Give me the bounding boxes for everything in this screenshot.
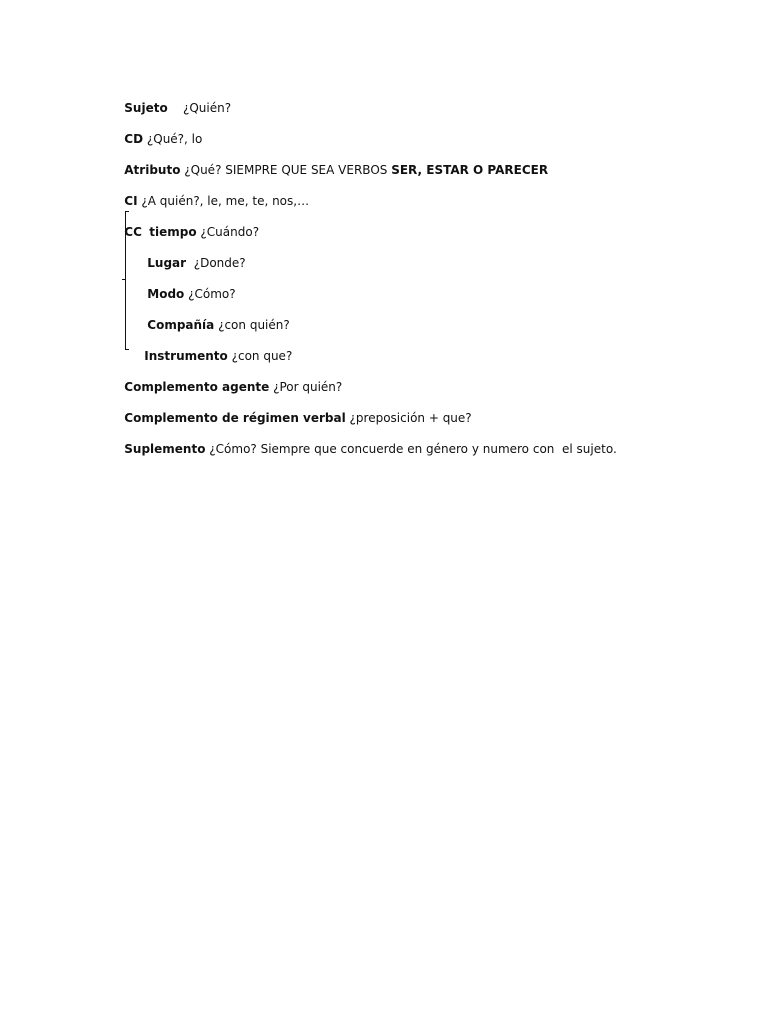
label-cc: CC: [124, 225, 142, 239]
cc-item-question: ¿Cómo?: [188, 287, 236, 301]
question-regimen: ¿preposición + que?: [349, 411, 472, 425]
question-cd: ¿Qué?, lo: [146, 132, 203, 146]
label-atributo: Atributo: [124, 163, 181, 177]
cc-item-question: ¿Donde?: [193, 256, 246, 270]
cc-item-label: Modo: [147, 287, 185, 301]
cc-item-question: ¿con que?: [231, 349, 293, 363]
question-atributo: ¿Qué? SIEMPRE QUE SEA VERBOS: [184, 163, 388, 177]
label-ci: CI: [124, 194, 138, 208]
question-sujeto: ¿Quién?: [182, 101, 232, 115]
cc-item-label: tiempo: [149, 225, 197, 239]
label-regimen: Complemento de régimen verbal: [124, 411, 346, 425]
cc-bracket-tick: [122, 279, 125, 280]
cc-item-label: Instrumento: [144, 349, 228, 363]
cc-item-question: ¿con quién?: [218, 318, 290, 332]
question-ci: ¿A quién?, le, me, te, nos,…: [141, 194, 310, 208]
cc-bracket: [125, 211, 129, 350]
question-suplemento: ¿Cómo? Siempre que concuerde en género y numero con el sujeto.: [209, 442, 617, 456]
note-atributo: SER, ESTAR O PARECER: [391, 163, 549, 177]
label-agente: Complemento agente: [124, 380, 270, 394]
cc-item-question: ¿Cuándo?: [200, 225, 260, 239]
label-cd: CD: [124, 132, 144, 146]
cc-item-label: Lugar: [147, 256, 187, 270]
cc-item-label: Compañía: [147, 318, 215, 332]
question-agente: ¿Por quién?: [273, 380, 343, 394]
label-sujeto: Sujeto: [124, 101, 168, 115]
label-suplemento: Suplemento: [124, 442, 206, 456]
line-suplemento: [109, 428, 617, 470]
